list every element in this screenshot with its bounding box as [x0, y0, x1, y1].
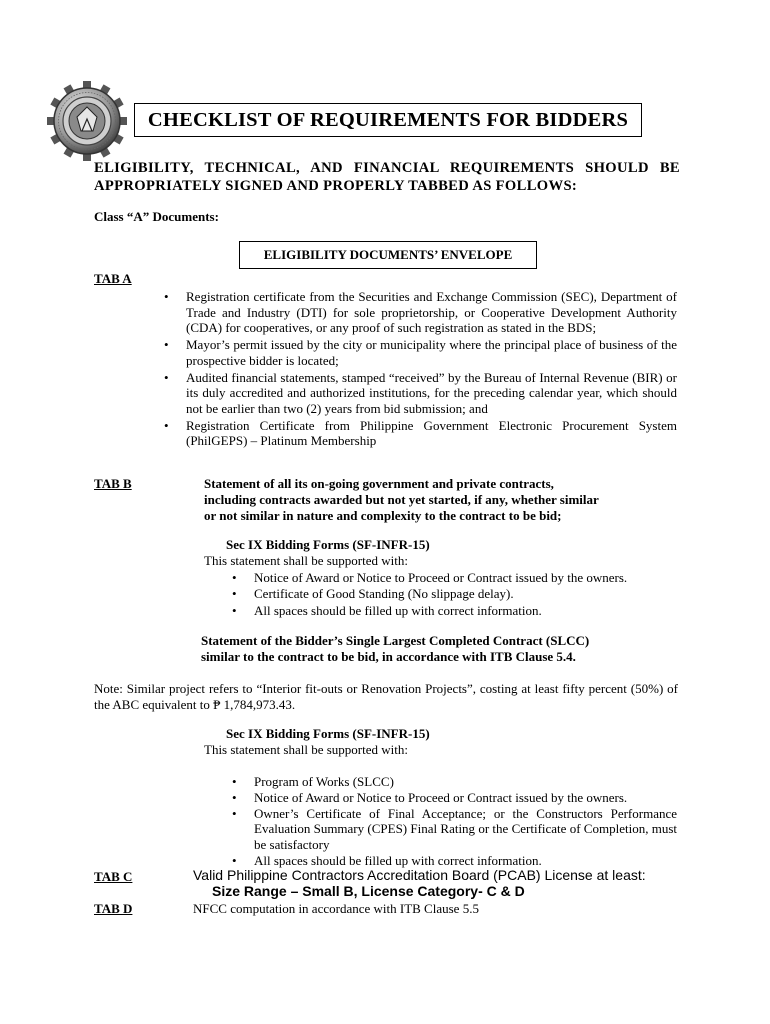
bullet-icon: •: [164, 369, 169, 385]
tab-c-label: TAB C: [94, 869, 133, 884]
form1-title: Sec IX Bidding Forms (SF-INFR-15): [226, 537, 430, 552]
bullet-icon: •: [164, 289, 169, 304]
similar-project-note: Note: Similar project refers to “Interior fit-outs or Renovation Projects”, costing at least fifty percent (50%) of the ABC equivalent to ₱ 1,784,973.43.: [94, 681, 678, 712]
tab-a-label: TAB A: [94, 271, 132, 286]
list-item: • Certificate of Good Standing (No slippage delay).: [232, 586, 514, 602]
eligibility-envelope-label: ELIGIBILITY DOCUMENTS’ ENVELOPE: [263, 247, 513, 262]
bullet-icon: •: [232, 586, 237, 602]
bullet-icon: •: [232, 805, 237, 821]
list-item: • Owner’s Certificate of Final Acceptance; or the Constructors Performance Evaluation Summary (CPES) Final Rating or the Certificate of Completion, must be satisfactory: [232, 805, 677, 853]
document-title: CHECKLIST OF REQUIREMENTS FOR BIDDERS: [147, 109, 629, 131]
agency-seal-logo: [46, 80, 128, 162]
slcc-statement: Statement of the Bidder’s Single Largest Completed Contract (SLCC) similar to the contract to be bid, in accordance with ITB Clause 5.4.: [201, 633, 590, 664]
form1-subtitle: This statement shall be supported with:: [204, 553, 408, 568]
form2-title: Sec IX Bidding Forms (SF-INFR-15): [226, 726, 430, 741]
size-range-line: Size Range – Small B, License Category- C & D: [212, 883, 525, 899]
tab-d-label: TAB D: [94, 901, 133, 916]
bullet-icon: •: [232, 602, 237, 618]
ongoing-contracts-statement: Statement of all its on-going government and private contracts, including contracts awarded but not yet started, if any, whether similar or not similar in nature and complexity to the contract to be bid;: [204, 476, 599, 523]
list-item: • Notice of Award or Notice to Proceed or Contract issued by the owners.: [232, 570, 628, 585]
requirements-heading: ELIGIBILITY, TECHNICAL, AND FINANCIAL REQUIREMENTS SHOULD BE APPROPRIATELY SIGNED AND PROPERLY TABBED AS FOLLOWS:: [94, 160, 680, 194]
list-item: • All spaces should be filled up with correct information.: [232, 602, 542, 618]
list-item: • Notice of Award or Notice to Proceed or Contract issued by the owners.: [232, 789, 628, 805]
tab-b-label: TAB B: [94, 476, 132, 491]
list-item: • Mayor’s permit issued by the city or municipality where the principal place of business of the prospective bidder is located;: [164, 337, 677, 368]
form2-subtitle: This statement shall be supported with:: [204, 742, 408, 757]
pcab-license-line: Valid Philippine Contractors Accreditation Board (PCAB) License at least:: [193, 867, 646, 883]
bullet-icon: •: [232, 852, 237, 868]
class-a-label: Class “A” Documents:: [94, 209, 219, 224]
title-box: [134, 103, 642, 137]
bullet-icon: •: [164, 417, 169, 433]
form2-list: [232, 774, 677, 869]
form1-list: [232, 570, 684, 619]
bullet-icon: •: [232, 789, 237, 805]
bullet-icon: •: [164, 337, 169, 353]
bullet-icon: •: [232, 774, 237, 789]
list-item: • Audited financial statements, stamped “received” by the Bureau of Internal Revenue (BIR) or its duly accredited and authorized institutions, for the preceding calendar year, which should not be earlier than two (2) years from bid submission; and: [164, 369, 677, 416]
list-item: • Registration Certificate from Philippine Government Electronic Procurement System (PhilGEPS) – Platinum Membership: [164, 417, 677, 449]
list-item: • Program of Works (SLCC): [232, 774, 394, 789]
list-item: • Registration certificate from the Securities and Exchange Commission (SEC), Department of Trade and Industry (DTI) for sole proprietorship, or Cooperative Development Authority (CDA) for cooperatives, or any proof of such registration as stated in the BDS;: [164, 289, 677, 336]
bullet-icon: •: [232, 570, 237, 585]
nfcc-line: NFCC computation in accordance with ITB Clause 5.5: [193, 901, 479, 916]
list-item: • All spaces should be filled up with correct information.: [232, 852, 542, 868]
eligibility-envelope-box: [239, 241, 537, 269]
tab-a-list: [164, 289, 677, 449]
